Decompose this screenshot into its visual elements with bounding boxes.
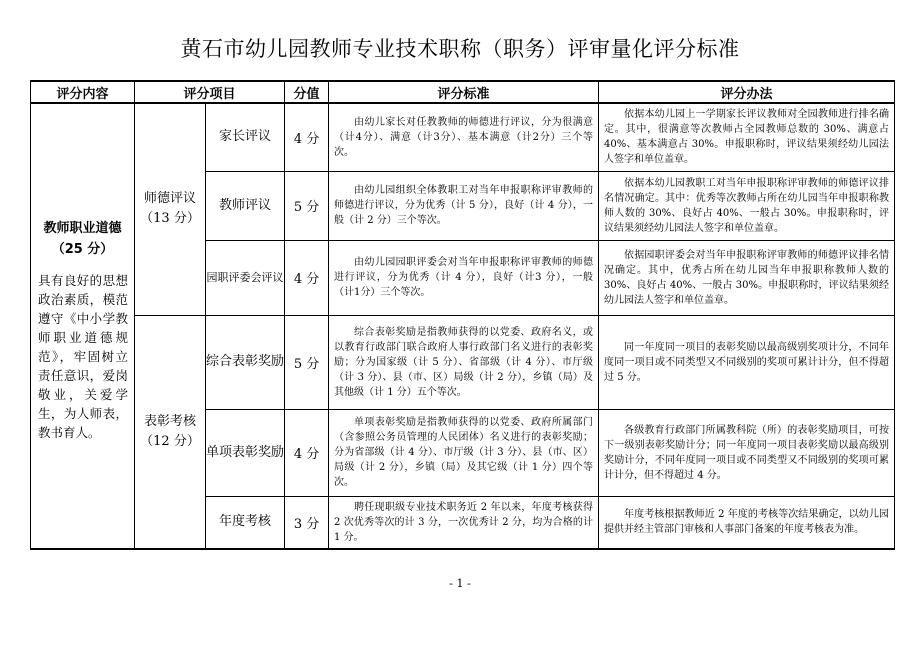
item-name: 单项表彰奖励 [206,409,285,496]
group-cell-ethics [135,103,206,315]
group-name: 师德评议 [143,191,196,207]
item-name: 年度考核 [206,496,285,549]
item-name: 家长评议 [206,103,285,171]
header-content: 评分内容 [31,81,135,103]
header-points: 分值 [285,81,329,103]
item-standard: 综合表彰奖励是指教师获得的以党委、政府名义，或以教育行政部门联合政府人事行政部门名义进行的表彰奖励；分为国家级（计 5 分）、省部级（计 4 分）、市厅级（计 3 分）、县（市、区）局级（计 2 分），乡镇（局）及其他级（计 1 分）五个等次。 [329,315,599,409]
item-name: 综合表彰奖励 [206,315,285,409]
group-score: （13 分） [140,211,200,227]
table-header-row [31,81,895,103]
item-points: 4 分 [285,409,329,496]
group-name: 表彰考核 [143,413,196,429]
header-item: 评分项目 [135,81,285,103]
item-standard: 由幼儿园园职评委会对当年申报职称评审教师的师德进行评议，分为优秀（计 4 分），良好（计3 分），一般（计1分）三个等次。 [329,240,599,315]
item-name: 园职评委会评议 [206,240,285,315]
item-method: 同一年度同一项目的表彰奖励以最高级别奖项计分，不同年度同一项目或不同类型又不同级别的奖项可累计计分，但不得超过 5 分。 [599,315,895,409]
item-method: 依据本幼儿园教职工对当年申报职称评审教师的师德评议排名情况确定。其中：优秀等次教师占所在幼儿园当年申报职称教师人数的 30%、良好占 40%、一般占 30%。申报职称时，评议结果须经幼儿园法人签字和单位盖章。 [599,171,895,240]
item-standard: 聘任现职级专业技术职务近 2 年以来，年度考核获得 2 次优秀等次的计 3 分，一次优秀计 2 分，均为合格的计 1 分。 [329,496,599,549]
item-method: 各级教育行政部门所属教科院（所）的表彰奖励项目，可按下一级别表彰奖励计分；同一年度同一项目表彰奖励以最高级别奖励计分，不同年度同一项目或不同类型又不同级别的奖项可累计计分，但不得超过 4 分。 [599,409,895,496]
item-standard: 由幼儿园组织全体教职工对当年申报职称评审教师的师德进行评议，分为优秀（计 5 分），良好（计 4 分），一般（计 2 分）三个等次。 [329,171,599,240]
page-title: 黄石市幼儿园教师专业技术职称（职务）评审量化评分标准 [180,37,740,61]
item-method: 年度考核根据教师近 2 年度的考核等次结果确定，以幼儿园提供并经主管部门审核和人事部门备案的年度考核表为准。 [599,496,895,549]
item-points: 4 分 [285,240,329,315]
item-points: 5 分 [285,315,329,409]
table-row [31,315,895,409]
group-cell-awards [135,315,206,549]
scoring-table [30,80,895,550]
item-points: 4 分 [285,103,329,171]
section-name: 教师职业道德 [43,220,122,236]
item-standard: 由幼儿家长对任教教师的师德进行评议，分为很满意（计4分）、满意（计3分）、基本满意（计2分）三个等次。 [329,103,599,171]
section-description: 具有良好的思想政治素质，模范遵守《中小学教师职业道德规范》，牢固树立责任意识，爱岗敬业，关爱学生，为人师表，教书育人。 [38,272,128,440]
group-score: （12 分） [140,433,200,449]
table-row [31,103,895,171]
section-score: （25 分） [51,241,114,257]
header-method: 评分办法 [599,81,895,103]
item-points: 5 分 [285,171,329,240]
section-cell [31,103,135,549]
header-standard: 评分标准 [329,81,599,103]
item-name: 教师评议 [206,171,285,240]
item-method: 依据本幼儿园上一学期家长评议教师对全园教师进行排名确定。其中，很满意等次教师占全园教师总数的 30%、满意占 40%、基本满意占 30%。申报职称时，评议结果须经幼儿园法人签字和单位盖章。 [599,103,895,171]
item-points: 3 分 [285,496,329,549]
item-standard: 单项表彰奖励是指教师获得的以党委、政府所属部门（含参照公务员管理的人民团体）名义进行的表彰奖励；分为省部级（计 4 分）、市厅级（计 3 分）、县（市、区）局级（计 2 分），乡镇（局）及其它级（计 1 分）四个等次。 [329,409,599,496]
page-number: - 1 - [449,577,471,590]
item-method: 依据园职评委会对当年申报职称评审教师的师德评议排名情况确定。其中，优秀占所在幼儿园当年申报职称教师人数的 30%、良好占 40%、一般占 30%。申报职称时，评议结果须经幼儿园法人签字和单位盖章。 [599,240,895,315]
